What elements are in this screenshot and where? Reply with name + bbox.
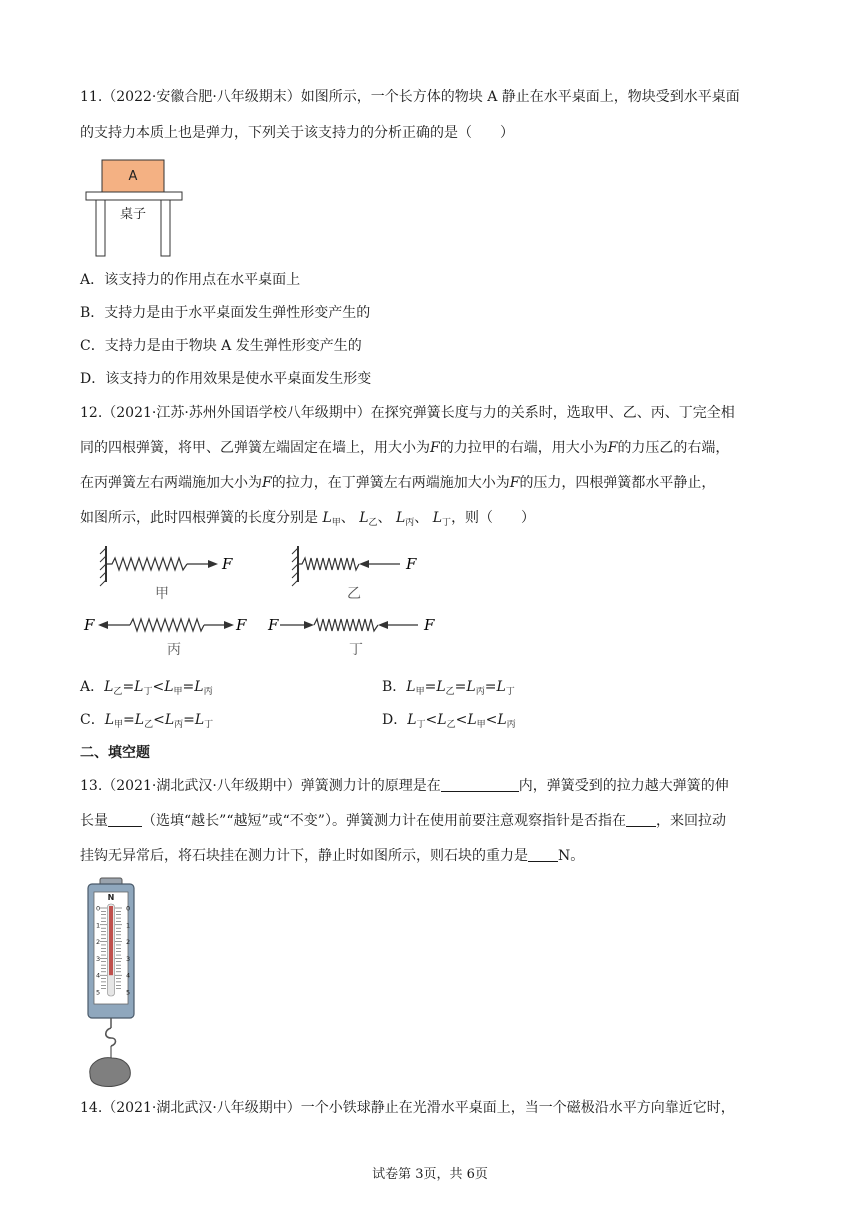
table-leg-left [96,200,105,256]
length-symbol: L [496,679,506,695]
spring-ding-figure [268,610,443,660]
gauge-tick-label-right: 4 [126,971,131,980]
relation-operator: = [123,712,135,728]
gauge-tick-label-left: 2 [96,938,101,947]
q14-stem-line-1: 14.（2021·湖北武汉·八年级期中）一个小铁球静止在光滑水平桌面上，当一个磁极沿水平方向靠近它时， [80,1100,735,1116]
spring-jia-figure [100,542,250,604]
relation-operator: < [485,712,498,728]
length-subscript: 丙 [203,687,213,697]
gauge-tick-label-left: 1 [96,921,101,930]
spring-scale-figure [84,878,144,1090]
gauge-unit-label: N [107,893,115,902]
length-symbol: L [194,679,204,695]
gauge-tick-label-right: 1 [126,921,131,930]
page-footer: 试卷第 3页，共 6页 [372,1167,488,1182]
spring-label-ding: 丁 [349,642,363,658]
block-a-label: A [128,169,138,184]
length-subscript: 丁 [416,720,426,730]
length-symbol: L [104,712,115,728]
q11-option-a: A．该支持力的作用点在水平桌面上 [80,272,301,288]
gauge-tick-label-left: 5 [96,988,101,997]
q12-stem-line-1: 12.（2021·江苏·苏州外国语学校八年级期中）在探究弹簧长度与力的关系时，选取甲、乙、丙、丁完全相 [80,405,735,421]
force-label-f: F [406,555,417,573]
blank-3[interactable] [626,812,656,827]
option-prefix: D． [382,712,408,728]
q11-stem-line-1: 11.（2022·安徽合肥·八年级期末）如图所示，一个长方体的物块 A 静止在水平桌面上，物块受到水平桌面 [80,89,740,105]
length-subscript: 甲 [476,720,486,730]
gauge-tick-label-right: 3 [126,954,131,963]
spring-label-yi: 乙 [347,586,361,602]
length-subscript: 丁 [204,720,214,730]
length-symbol: L [406,679,416,695]
table-label: 桌子 [119,207,147,222]
q13-stem-line-3: 挂钩无异常后，将石块挂在测力计下，静止时如图所示，则石块的重力是 N。 [80,848,585,864]
length-subscript: 乙 [446,720,456,730]
relation-operator: = [424,679,437,695]
gauge-tick-label-right: 5 [126,988,131,997]
length-subscript: 甲 [173,687,183,697]
q12-option-d [382,710,516,735]
force-label-f: F [236,616,247,634]
relation-operator: = [182,679,195,695]
q12-option-c [80,710,213,735]
length-subscript: 丁 [505,687,515,697]
length-symbol: L [497,712,507,728]
section-title: 二、填空题 [80,745,150,761]
length-subscript: 甲 [415,687,425,697]
spring-yi-figure [292,542,432,604]
q12-option-b [382,677,515,702]
q11-option-b: B．支持力是由于水平桌面发生弹性形变产生的 [80,305,371,321]
length-symbol: L [467,712,477,728]
force-label-f: F [222,555,233,573]
option-prefix: B． [382,679,407,695]
gauge-tick-label-left: 4 [96,971,101,980]
force-label-f: F [268,616,279,634]
force-label-f: F [84,616,95,634]
relation-operator: < [425,712,438,728]
length-symbol: L [407,712,417,728]
length-symbol: L [164,679,174,695]
length-subscript: 乙 [144,720,154,730]
blank-1[interactable] [441,777,519,792]
gauge-indicator [109,906,113,975]
length-symbol: L [437,712,447,728]
gauge-tick-label-right: 2 [126,938,131,947]
length-subscript: 丙 [174,720,184,730]
length-subscript: 乙 [445,687,455,697]
length-subscript: 丙 [475,687,485,697]
option-prefix: A． [80,679,105,695]
q12-stem-line-4: 如图所示，此时四根弹簧的长度分别是 $L_甲$、 $L_乙$、 $L_丙$、 $L_丁$，则（ ） [80,510,536,528]
spring-label-bing: 丙 [167,642,181,658]
q12-option-a [80,677,213,702]
gauge-tick-label-right: 0 [126,904,131,913]
length-symbol: L [134,712,145,728]
q11-table-figure [84,158,184,258]
spring-label-jia: 甲 [155,586,169,602]
q11-option-c: C．支持力是由于物块 A 发生弹性形变产生的 [80,338,362,354]
q13-stem-line-1: 13.（2021·湖北武汉·八年级期中）弹簧测力计的原理是在 内，弹簧受到的拉力越大弹簧的伸 [80,778,729,794]
length-symbol: L [194,712,205,728]
relation-operator: < [455,712,468,728]
length-subscript: 乙 [113,687,123,697]
stone [90,1058,131,1087]
q12-stem-line-2: 同的四根弹簧，将甲、乙弹簧左端固定在墙上，用大小为F的力拉甲的右端，用大小为F的力压乙的右端， [80,440,730,456]
relation-operator: < [153,712,165,728]
length-subscript: 甲 [114,720,124,730]
option-prefix: C． [80,712,105,728]
length-symbol: L [134,679,144,695]
blank-4[interactable] [528,847,558,862]
length-symbol: L [466,679,476,695]
length-subscript: 丙 [506,720,516,730]
length-subscript: 丁 [143,687,153,697]
relation-operator: = [183,712,195,728]
q11-stem-line-2: 的支持力本质上也是弹力，下列关于该支持力的分析正确的是（ ） [80,125,514,141]
length-symbol: L [436,679,446,695]
gauge-tick-label-left: 0 [96,904,101,913]
spring-bing-figure [84,610,254,660]
table-top [86,192,182,200]
length-symbol: L [104,679,114,695]
table-leg-right [161,200,170,256]
q11-option-d: D．该支持力的作用效果是使水平桌面发生形变 [80,371,372,387]
gauge-tick-label-left: 3 [96,954,101,963]
relation-operator: < [152,679,165,695]
q12-stem-line-3: 在丙弹簧左右两端施加大小为F的拉力，在丁弹簧左右两端施加大小为F的压力，四根弹簧都水平静止， [80,475,716,491]
relation-operator: = [454,679,467,695]
blank-2[interactable] [108,812,142,827]
q13-stem-line-2: 长量 （选填“越长”“越短”或“不变”）。弹簧测力计在使用前要注意观察指针是否指在 ，来回拉动 [80,813,726,829]
force-label-f: F [424,616,435,634]
length-symbol: L [164,712,175,728]
relation-operator: = [484,679,497,695]
relation-operator: = [122,679,135,695]
